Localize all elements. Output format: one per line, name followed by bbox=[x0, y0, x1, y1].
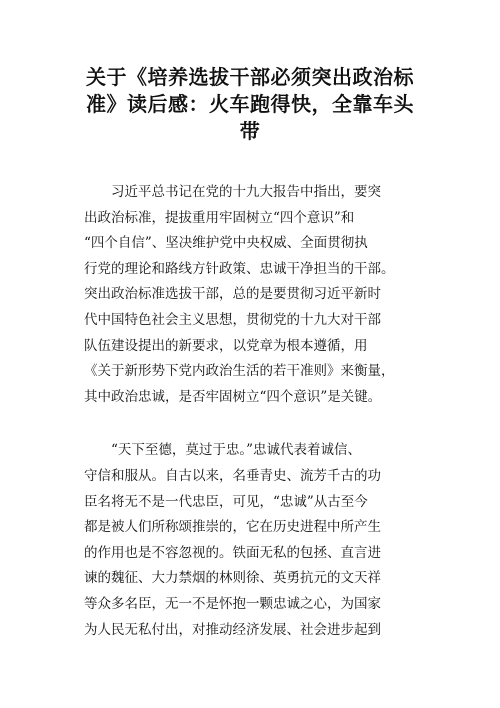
paragraph-line: 其中政治忠诚，是否牢固树立“四个意识”是关键。 bbox=[84, 388, 382, 405]
paragraph-line: 为人民无私付出，对推动经济发展、社会进步起到 bbox=[84, 621, 381, 638]
document-body bbox=[84, 180, 444, 643]
document-title bbox=[70, 64, 430, 145]
paragraph-spacer bbox=[84, 410, 444, 438]
paragraph-line: 习近平总书记在党的十九大报告中指出，要突 bbox=[111, 184, 381, 200]
title-line: 准》读后感：火车跑得快，全靠车头 bbox=[86, 92, 414, 116]
paragraph-line: 的作用也是不容忽视的。铁面无私的包拯、直言进 bbox=[84, 544, 381, 561]
paragraph-line: “天下至德，莫过于忠。”忠诚代表着诚信、 bbox=[111, 442, 362, 459]
paragraph-line: 队伍建设提出的新要求，以党章为根本遵循，用 bbox=[84, 337, 368, 354]
paragraph-line: 守信和服从。自古以来，名垂青史、流芳千古的功 bbox=[84, 467, 381, 484]
paragraph-line: 等众多名臣，无一不是怀抱一颗忠诚之心，为国家 bbox=[84, 595, 381, 612]
paragraph-line: 《关于新形势下党内政治生活的若干准则》来衡量， bbox=[84, 363, 395, 380]
paragraph-2 bbox=[84, 438, 444, 643]
paragraph-line: 谏的魏征、大力禁烟的林则徐、英勇抗元的文天祥 bbox=[84, 570, 381, 587]
paragraph-line: 突出政治标准选拔干部，总的是要贯彻习近平新时 bbox=[84, 286, 381, 303]
paragraph-line: 都是被人们所称颂推崇的，它在历史进程中所产生 bbox=[84, 519, 381, 536]
title-line: 带 bbox=[239, 119, 261, 143]
title-line: 关于《培养选拔干部必须突出政治标 bbox=[86, 65, 414, 89]
paragraph-line: 行党的理论和路线方针政策、忠诚干净担当的干部。 bbox=[84, 260, 395, 277]
paragraph-1 bbox=[84, 180, 444, 410]
paragraph-line: 代中国特色社会主义思想，贯彻党的十九大对干部 bbox=[84, 311, 381, 328]
paragraph-line: “四个自信”、坚决维护党中央权威、全面贯彻执 bbox=[84, 235, 368, 252]
paragraph-line: 出政治标准，提拔重用牢固树立“四个意识”和 bbox=[84, 209, 355, 226]
paragraph-line: 臣名将无不是一代忠臣，可见，“忠诚”从古至今 bbox=[84, 493, 368, 510]
